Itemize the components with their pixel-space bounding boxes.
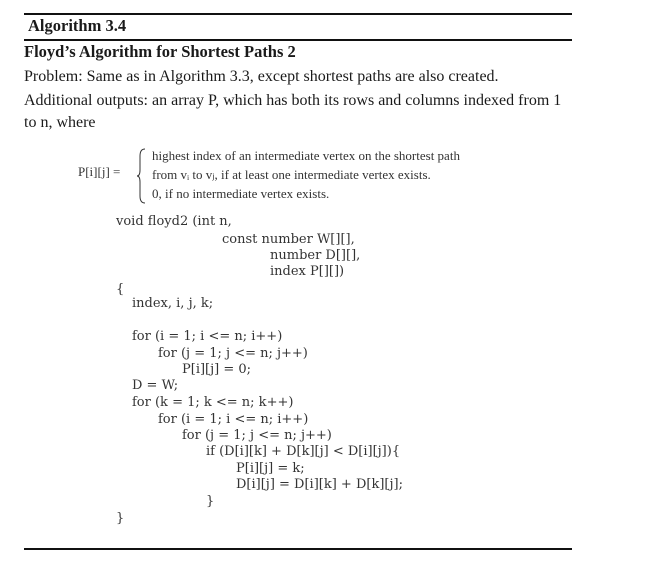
code-line: for (j = 1; j <= n; j++) [158, 346, 308, 361]
definition-case: from vᵢ to vⱼ, if at least one intermediate vertex exists. [152, 167, 431, 182]
definition-lhs: P[i][j] = [78, 164, 121, 179]
algorithm-label: Algorithm 3.4 [28, 16, 127, 35]
title-rule [24, 39, 572, 41]
code-line: if (D[i][k] + D[k][j] < D[i][j]){ [206, 444, 401, 459]
code-line: number D[][], [270, 248, 361, 263]
code-line: { [116, 282, 125, 297]
algorithm-title: Floyd’s Algorithm for Shortest Paths 2 [24, 42, 296, 61]
code-line: P[i][j] = 0; [182, 362, 252, 377]
code-line: index, i, j, k; [132, 296, 214, 311]
code-line: const number W[][], [222, 232, 355, 247]
problem-statement: Problem: Same as in Algorithm 3.3, except shortest paths are also created. [24, 68, 499, 85]
definition-case: 0, if no intermediate vertex exists. [152, 186, 330, 201]
p-definition [60, 146, 540, 206]
code-line: } [116, 511, 125, 526]
code-line: D[i][j] = D[i][k] + D[k][j]; [236, 477, 403, 492]
code-line: P[i][j] = k; [236, 461, 305, 476]
bottom-rule [24, 548, 572, 550]
code-line: D = W; [132, 378, 179, 393]
top-rule [24, 13, 572, 15]
left-brace-icon [136, 148, 146, 204]
code-line: void floyd2 (int n, [116, 214, 232, 229]
code-line: for (i = 1; i <= n; i++) [132, 329, 283, 344]
definition-case: highest index of an intermediate vertex on the shortest path [152, 148, 460, 163]
code-line: index P[][]) [270, 264, 345, 279]
code-line: for (i = 1; i <= n; i++) [158, 412, 309, 427]
definition-cases [152, 146, 460, 203]
code-line: for (k = 1; k <= n; k++) [132, 395, 294, 410]
code-line: for (j = 1; j <= n; j++) [182, 428, 332, 443]
outputs-statement: Additional outputs: an array P, which has both its rows and columns indexed from 1 to n, where [24, 92, 562, 131]
code-line: } [206, 494, 215, 509]
